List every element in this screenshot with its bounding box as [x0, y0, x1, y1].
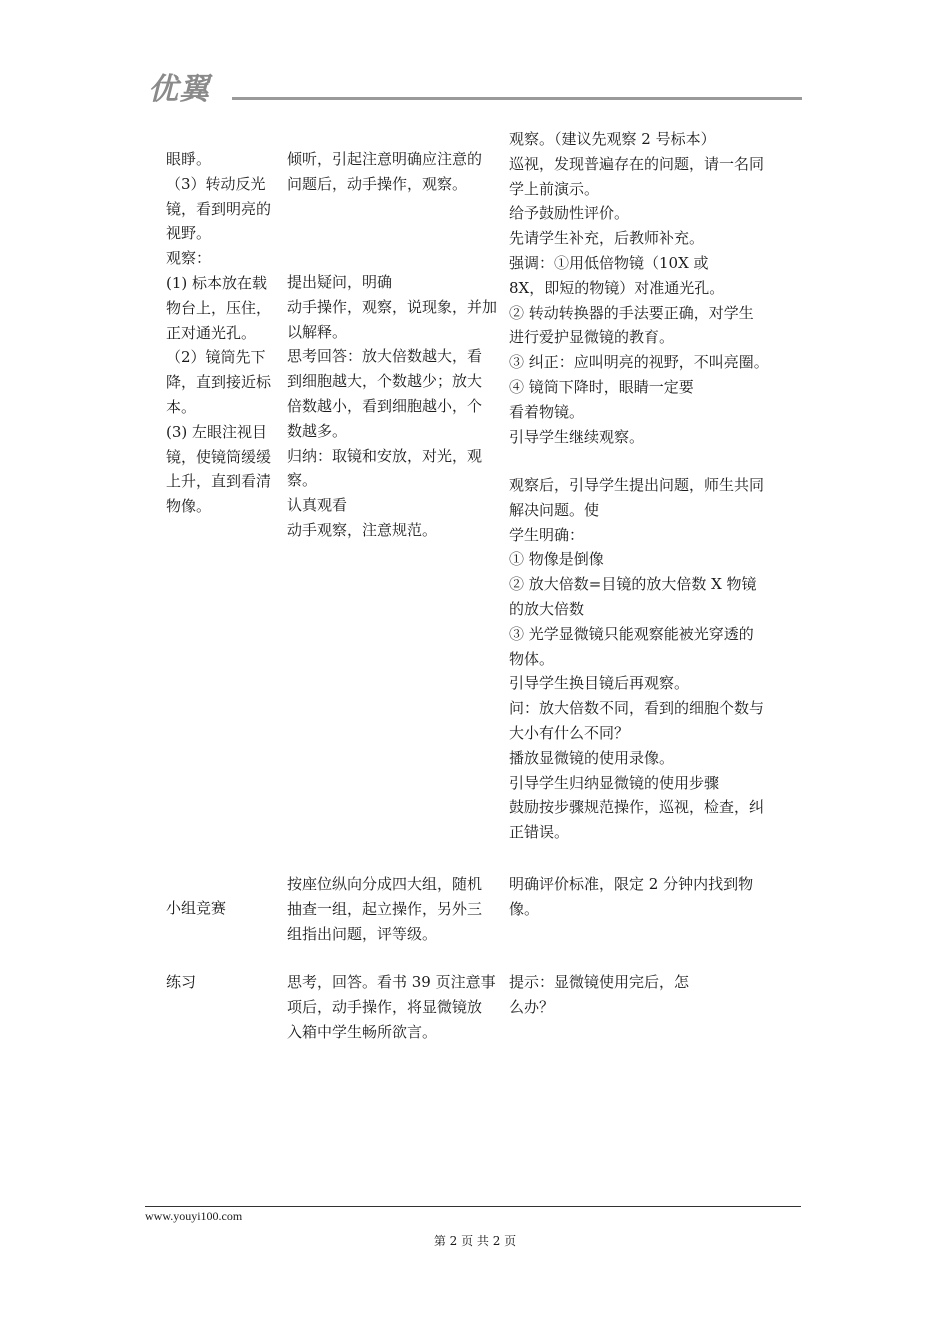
text-line: 进行爱护显微镜的教育。	[509, 328, 675, 347]
text-line: 动手观察，注意规范。	[287, 520, 438, 539]
text-line: 明确评价标准，限定 2 分钟内找到物	[509, 875, 754, 893]
header-rule	[232, 97, 802, 100]
page-number: 第 2 页 共 2 页	[433, 1234, 517, 1248]
text-line: 8X，即短的物镜）对准通光孔。	[509, 278, 725, 297]
text-line: 观察。（建议先观察 2 号标本）	[509, 130, 716, 148]
text-line: 动手操作，观察，说现象，并加	[287, 297, 498, 316]
text-line: （2）镜筒先下	[166, 348, 266, 367]
text-line: 引导学生继续观察。	[509, 427, 645, 446]
text-line: 观察：	[166, 249, 212, 268]
text-line: 学上前演示。	[509, 179, 600, 198]
text-line: （3）转动反光	[166, 174, 266, 193]
text-line: 物体。	[509, 649, 555, 668]
text-line: 镜，使镜筒缓缓	[166, 447, 272, 466]
text-line: 察。	[287, 471, 318, 490]
text-line: 倾听，引起注意明确应注意的	[287, 150, 483, 168]
competition-label: 小组竞赛	[166, 899, 227, 917]
text-line: 正对通光孔。	[166, 323, 257, 342]
text-line: 鼓励按步骤规范操作，巡视，检查，纠	[509, 798, 765, 817]
text-line: 学生明确：	[509, 525, 585, 544]
main-col3-guidance	[509, 127, 799, 449]
text-line: 眼睜。	[166, 150, 212, 168]
text-line: ③ 光学显微镜只能观察能被光穿透的	[509, 624, 754, 643]
main-col2-body	[287, 270, 507, 543]
text-line: 组指出问题，评等级。	[287, 924, 438, 943]
text-line: ② 放大倍数=目镜的放大倍数 X 物镜	[509, 575, 757, 594]
main-col1	[166, 147, 284, 519]
text-line: 引导学生归纳显微镜的使用步骤	[509, 773, 720, 792]
text-line: ② 转动转换器的手法要正确，对学生	[509, 303, 754, 322]
text-line: 给予鼓励性评价。	[509, 204, 630, 223]
text-line: 巡视，发现普遍存在的问题，请一名同	[509, 154, 765, 173]
text-line: 数越多。	[287, 421, 348, 440]
text-line: 项后，动手操作，将显微镜放	[287, 997, 483, 1016]
text-line: 正错误。	[509, 823, 570, 842]
text-line: ④ 镜筒下降时，眼睛一定要	[509, 377, 694, 396]
competition-teacher-activity	[509, 872, 799, 922]
text-line: 物像。	[166, 497, 212, 516]
text-line: 归纳：取镜和安放，对光，观	[287, 446, 483, 465]
footer-rule	[145, 1206, 801, 1207]
text-line: 提出疑问，明确	[287, 273, 393, 291]
text-line: 认真观看	[287, 496, 348, 515]
text-line: 引导学生换目镜后再观察。	[509, 674, 690, 693]
text-line: 本。	[166, 397, 197, 416]
text-line: 大小有什么不同？	[509, 723, 630, 742]
text-line: 先请学生补充，后教师补充。	[509, 229, 705, 248]
text-line: 以解释。	[287, 322, 348, 341]
competition-student-activity	[287, 872, 507, 946]
text-line: 强调：①用低倍物镜（10X 或	[509, 253, 709, 272]
footer-url: www.youyi100.com	[145, 1209, 243, 1223]
text-line: 播放显微镜的使用录像。	[509, 748, 675, 767]
text-line: 按座位纵向分成四大组，随机	[287, 875, 483, 893]
text-line: (1) 标本放在载	[166, 273, 268, 292]
text-line: 镜，看到明亮的	[166, 199, 272, 218]
text-line: 么办？	[509, 997, 555, 1016]
text-line: 到细胞越大，个数越少；放大	[287, 372, 483, 391]
text-line: 思考，回答。看书 39 页注意事	[287, 973, 496, 991]
text-line: 解决问题。使	[509, 500, 600, 519]
text-line: 上升，直到看清	[166, 472, 272, 491]
text-line: 的放大倍数	[509, 599, 585, 618]
text-line: 物台上，压住，	[166, 298, 272, 317]
text-line: 看着物镜。	[509, 402, 585, 421]
text-line: 思考回答：放大倍数越大，看	[287, 347, 483, 366]
text-line: 倍数越小，看到细胞越小，个	[287, 396, 483, 415]
text-line: 像。	[509, 899, 540, 918]
practice-label: 练习	[166, 973, 197, 991]
text-line: 观察后，引导学生提出问题，师生共同	[509, 476, 765, 494]
main-col3-summary	[509, 473, 799, 845]
text-line: (3) 左眼注视目	[166, 422, 268, 441]
text-line: ① 物像是倒像	[509, 550, 604, 569]
text-line: 视野。	[166, 224, 212, 243]
text-line: 抽查一组，起立操作，另外三	[287, 899, 483, 918]
text-line: ③ 纠正：应叫明亮的视野，不叫亮圈。	[509, 353, 769, 372]
youyi-logo: 优翼	[148, 72, 210, 107]
text-line: 入箱中学生畅所欲言。	[287, 1022, 438, 1041]
text-line: 问题后，动手操作，观察。	[287, 174, 468, 193]
text-line: 问：放大倍数不同，看到的细胞个数与	[509, 699, 765, 718]
main-col2-intro	[287, 147, 507, 197]
practice-student-activity	[287, 970, 507, 1044]
text-line: 提示：显微镜使用完后，怎	[509, 973, 690, 991]
text-line: 降，直到接近标	[166, 373, 272, 392]
practice-teacher-activity	[509, 970, 799, 1020]
